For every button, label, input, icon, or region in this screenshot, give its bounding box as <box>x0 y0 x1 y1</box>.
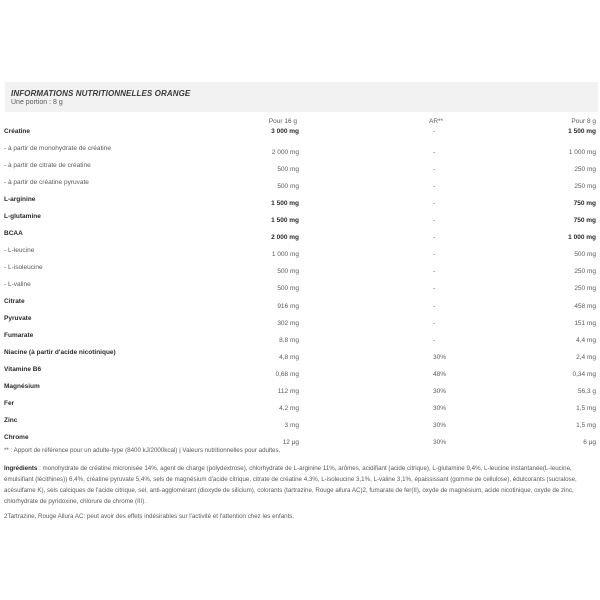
value-16g: 3 000 mg <box>271 128 299 135</box>
value-8g: 1,5 mg <box>576 405 596 412</box>
warning-note: 2Tartrazine, Rouge Allura AC: peut avoir des effets indésirables sur l'activité et l'attention chez les enfants. <box>4 513 295 520</box>
nutrient-label: Magnésium <box>4 383 40 390</box>
value-16g: 8,8 mg <box>279 337 299 344</box>
value-ar: - <box>433 320 436 327</box>
value-ar: - <box>433 128 436 135</box>
value-16g: 302 mg <box>277 320 299 327</box>
column-header-ar: AR** <box>429 118 444 125</box>
table-row <box>0 196 600 210</box>
table-row <box>0 400 600 414</box>
table-row <box>0 213 600 227</box>
value-16g: 2 000 mg <box>271 149 299 156</box>
value-ar: 30% <box>433 388 447 395</box>
value-ar: 30% <box>433 354 447 361</box>
value-16g: 4,8 mg <box>279 354 299 361</box>
nutrient-label: Zinc <box>4 417 18 424</box>
table-row <box>0 366 600 380</box>
ingredients-paragraph <box>4 463 596 507</box>
nutrient-label: Vitamine B6 <box>4 366 42 373</box>
value-8g: 750 mg <box>573 217 596 224</box>
value-16g: 500 mg <box>277 285 299 292</box>
nutrient-label: L-glutamine <box>4 213 41 220</box>
value-16g: 1 500 mg <box>271 217 299 224</box>
nutrient-label: - à partir de citrate de créatine <box>4 162 91 169</box>
value-16g: 916 mg <box>277 303 299 310</box>
column-header-8g: Pour 8 g <box>571 118 596 125</box>
value-ar: - <box>433 200 436 207</box>
table-header <box>0 118 600 128</box>
nutrient-label: Créatine <box>4 128 31 135</box>
value-8g: 1,5 mg <box>576 422 596 429</box>
value-16g: 500 mg <box>277 183 299 190</box>
value-16g: 4,2 mg <box>279 405 299 412</box>
table-row <box>0 247 600 261</box>
table-row <box>0 230 600 244</box>
table-row <box>0 417 600 431</box>
value-16g: 3 mg <box>284 422 299 429</box>
page-title: INFORMATIONS NUTRITIONNELLES ORANGE <box>11 89 191 98</box>
value-8g: 250 mg <box>574 166 596 173</box>
value-ar: 30% <box>433 405 447 412</box>
nutrient-label: L-arginine <box>4 196 36 203</box>
value-8g: 56,3 g <box>577 388 596 395</box>
table-row <box>0 383 600 397</box>
value-ar: - <box>433 149 436 156</box>
table-row <box>0 128 600 142</box>
nutrient-label: BCAA <box>4 230 23 237</box>
value-ar: - <box>433 183 436 190</box>
footnote: ** : Apport de référence pour un adulte-type (8400 kJ/2000kcal) | Valeurs nutritionnelles pour adultes. <box>4 447 281 454</box>
value-ar: - <box>433 251 436 258</box>
nutrient-label: - à partir de monohydrate de créatine <box>4 145 111 152</box>
value-16g: 2 000 mg <box>271 234 299 241</box>
table-row <box>0 162 600 176</box>
value-8g: 1 000 mg <box>568 234 596 241</box>
value-16g: 500 mg <box>277 268 299 275</box>
nutrient-label: - L-valine <box>4 281 31 288</box>
value-8g: 2,4 mg <box>576 354 596 361</box>
table-row <box>0 332 600 346</box>
value-8g: 0,34 mg <box>572 371 596 378</box>
nutrient-label: - L-leucine <box>4 247 35 254</box>
table-row <box>0 349 600 363</box>
value-ar: - <box>433 337 436 344</box>
value-ar: - <box>433 166 436 173</box>
column-header-16g: Pour 16 g <box>268 118 297 125</box>
value-ar: 30% <box>433 422 447 429</box>
value-8g: 250 mg <box>574 268 596 275</box>
value-8g: 500 mg <box>574 251 596 258</box>
value-8g: 6 µg <box>583 439 596 446</box>
nutrient-label: Niacine (à partir d'acide nicotinique) <box>4 349 116 356</box>
value-16g: 500 mg <box>277 166 299 173</box>
nutrient-label: Fer <box>4 400 15 407</box>
value-8g: 458 mg <box>574 303 596 310</box>
ingredients-label: Ingrédients <box>4 465 38 472</box>
nutrient-label: Fumarate <box>4 332 34 339</box>
portion-size: Une portion : 8 g <box>11 99 63 106</box>
table-row <box>0 281 600 295</box>
value-ar: - <box>433 303 436 310</box>
table-row <box>0 315 600 329</box>
value-16g: 1 500 mg <box>271 200 299 207</box>
value-8g: 1 000 mg <box>568 149 596 156</box>
table-row <box>0 264 600 278</box>
value-ar: 48% <box>433 371 447 378</box>
value-16g: 1 000 mg <box>271 251 299 258</box>
value-8g: 151 mg <box>574 320 596 327</box>
value-16g: 112 mg <box>277 388 299 395</box>
value-ar: - <box>433 268 436 275</box>
value-ar: - <box>433 285 436 292</box>
value-16g: 0,68 mg <box>275 371 299 378</box>
table-row <box>0 179 600 193</box>
table-row <box>0 145 600 159</box>
value-8g: 250 mg <box>574 285 596 292</box>
nutrient-label: - L-isoleucine <box>4 264 43 271</box>
nutrient-label: Chrome <box>4 434 29 441</box>
table-row <box>0 298 600 312</box>
nutrient-label: Pyruvate <box>4 315 32 322</box>
nutrient-label: - à partir de créatine pyruvate <box>4 179 89 186</box>
ingredients-text: : monohydrate de créatine micronisée 14%, agent de charge (polydextrose), chlorhydrate de L-arginine 11%, arômes, acidifiant (acide citrique), L-glutamine 9,4%, L-leucine instantanée(L-leucine, émulsifiant (lécithines)) 6,4%, créatine pyruvate 5,4%, sels de magnésium d'acide citrique, citrate de créatine 4,3%, L-isoleucine 3,1%, L-valine 3,1%, épaississant (gomme de cellulose), édulcorants (sucralose, acésulfame K), sels calciques de l'acide citrique, sel, anti-agglomérant (dioxyde de silicium), colorants (tartrazine, Rouge allura AC)2, fumarate de fer(II), oxyde de magnésium, acide nicotinique, oxyde de zinc, chlorhydrate de pyridoxine, chlorure de chrome (III). <box>4 465 577 505</box>
value-16g: 12 µg <box>282 439 299 446</box>
value-8g: 1 500 mg <box>568 128 596 135</box>
value-8g: 750 mg <box>573 200 596 207</box>
value-8g: 250 mg <box>574 183 596 190</box>
nutrient-label: Citrate <box>4 298 25 305</box>
value-ar: 30% <box>433 439 447 446</box>
value-ar: - <box>433 217 436 224</box>
value-8g: 4,4 mg <box>576 337 596 344</box>
value-ar: - <box>433 234 436 241</box>
